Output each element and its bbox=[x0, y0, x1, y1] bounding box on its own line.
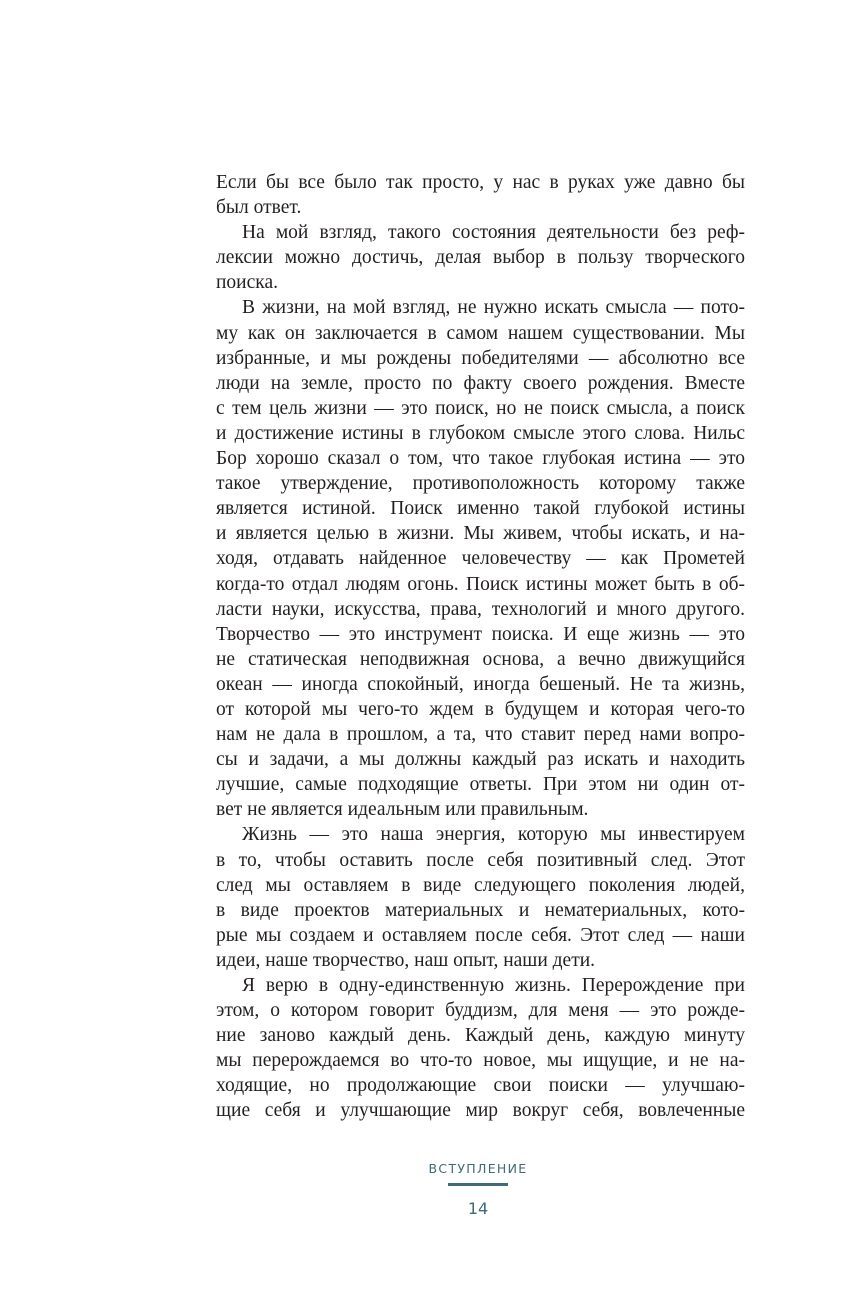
text-line: Жизнь — это наша энергия, которую мы инвестируем bbox=[242, 824, 745, 846]
text-line: избранные, и мы рождены победителями — абсолютно все bbox=[216, 347, 745, 369]
text-line: в виде проектов материальных и нематериальных, кото- bbox=[216, 899, 745, 921]
text-line: этом, о котором говорит буддизм, для меня — это рожде- bbox=[216, 1000, 745, 1022]
text-line: идеи, наше творчество, наш опыт, наши дети. bbox=[216, 949, 596, 971]
text-line: ласти науки, искусства, права, технологий и много другого. bbox=[216, 598, 745, 620]
text-line: му как он заключается в самом нашем существовании. Мы bbox=[216, 322, 745, 344]
running-footer-section-title: ВСТУПЛЕНИЕ bbox=[428, 1161, 528, 1176]
text-line: сы и задачи, а мы должны каждый раз искать и находить bbox=[216, 749, 745, 771]
body-text bbox=[216, 170, 745, 1124]
footer-divider bbox=[448, 1183, 508, 1186]
text-line: щие себя и улучшающие мир вокруг себя, вовлеченные bbox=[216, 1100, 745, 1122]
text-line: Я верю в одну-единственную жизнь. Перерождение при bbox=[242, 975, 745, 996]
text-line: лексии можно достичь, делая выбор в пользу творческого bbox=[216, 247, 745, 269]
text-line: был ответ. bbox=[216, 197, 302, 219]
text-line: вет не является идеальным или правильным. bbox=[216, 799, 589, 821]
text-line: когда-то отдал людям огонь. Поиск истины может быть в об- bbox=[216, 573, 745, 595]
text-line: люди на земле, просто по факту своего рождения. Вместе bbox=[216, 372, 745, 394]
text-line: Бор хорошо сказал о том, что такое глубокая истина — это bbox=[216, 448, 745, 470]
text-line: Творчество — это инструмент поиска. И еще жизнь — это bbox=[216, 623, 745, 645]
text-line: В жизни, на мой взгляд, не нужно искать смысла — пото- bbox=[242, 297, 745, 319]
text-line: в то, чтобы оставить после себя позитивный след. Этот bbox=[216, 849, 745, 871]
text-line: ходя, отдавать найденное человечеству — как Прометей bbox=[216, 548, 745, 570]
text-line: не статическая неподвижная основа, а вечно движущийся bbox=[216, 648, 745, 670]
text-line: На мой взгляд, такого состояния деятельности без реф- bbox=[242, 222, 745, 244]
text-line: лучшие, самые подходящие ответы. При этом ни один от- bbox=[216, 774, 745, 796]
text-line: Если бы все было так просто, у нас в руках уже давно бы bbox=[216, 172, 745, 193]
text-line: с тем цель жизни — это поиск, но не поиск смысла, а поиск bbox=[216, 397, 745, 419]
text-line: и является целью в жизни. Мы живем, чтобы искать, и на- bbox=[216, 523, 745, 545]
text-line: ходящие, но продолжающие свои поиски — улучшаю- bbox=[216, 1075, 745, 1097]
text-line: ние заново каждый день. Каждый день, каждую минуту bbox=[216, 1025, 745, 1047]
text-line: от которой мы чего-то ждем в будущем и которая чего-то bbox=[216, 698, 745, 720]
text-line: поиска. bbox=[216, 272, 278, 294]
text-line: океан — иногда спокойный, иногда бешеный. Не та жизнь, bbox=[216, 673, 745, 695]
text-line: след мы оставляем в виде следующего поколения людей, bbox=[216, 874, 745, 896]
text-line: и достижение истины в глубоком смысле этого слова. Нильс bbox=[216, 422, 745, 444]
text-line: нам не дала в прошлом, а та, что ставит перед нами вопро- bbox=[216, 724, 745, 746]
text-line: является истиной. Поиск именно такой глубокой истины bbox=[216, 498, 745, 520]
text-line: такое утверждение, противоположность которому также bbox=[216, 473, 745, 495]
text-line: рые мы создаем и оставляем после себя. Этот след — наши bbox=[216, 924, 745, 946]
page-number: 14 bbox=[467, 1199, 489, 1218]
text-line: мы перерождаемся во что-то новое, мы ищущие, и не на- bbox=[216, 1050, 745, 1072]
